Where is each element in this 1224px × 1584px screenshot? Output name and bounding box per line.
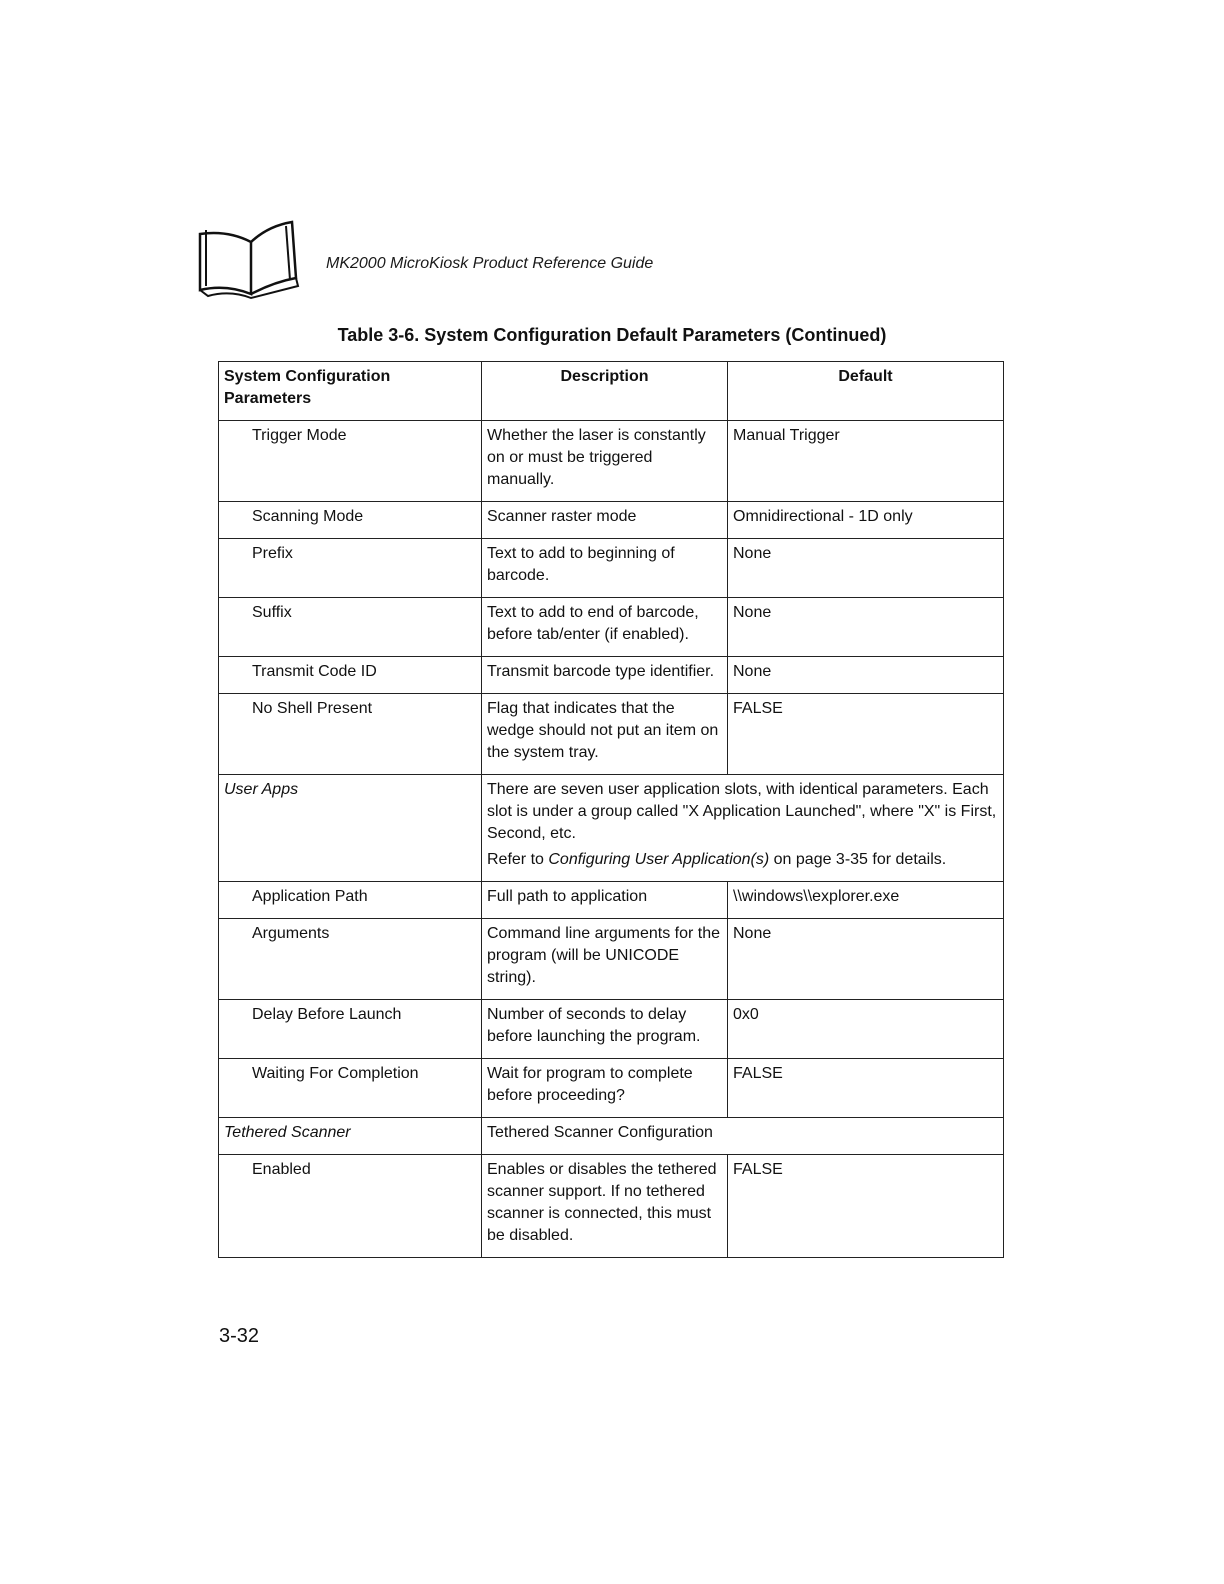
parameters-table <box>218 361 1004 1258</box>
table-row <box>219 1059 1004 1118</box>
cross-reference <box>487 849 998 871</box>
column-header-default: Default <box>728 362 1004 421</box>
parameter-description: Transmit barcode type identifier. <box>482 657 728 694</box>
parameter-name: Trigger Mode <box>219 421 482 502</box>
parameter-description: Number of seconds to delay before launching the program. <box>482 1000 728 1059</box>
parameter-name: Suffix <box>219 598 482 657</box>
group-description-text: There are seven user application slots, with identical parameters. Each slot is under a group called "X Application Launched", where "X" is First, Second, etc. <box>487 781 997 842</box>
parameter-description: Text to add to beginning of barcode. <box>482 539 728 598</box>
parameter-default: None <box>728 919 1004 1000</box>
parameter-default: Manual Trigger <box>728 421 1004 502</box>
parameter-default: \\windows\\explorer.exe <box>728 882 1004 919</box>
parameter-default: Omnidirectional - 1D only <box>728 502 1004 539</box>
running-header-title: MK2000 MicroKiosk Product Reference Guide <box>326 255 654 272</box>
column-header-parameters: System Configuration Parameters <box>219 362 482 421</box>
group-description <box>482 775 1004 882</box>
parameter-name: Delay Before Launch <box>219 1000 482 1059</box>
parameter-default: None <box>728 539 1004 598</box>
table-row <box>219 502 1004 539</box>
table-row <box>219 1155 1004 1258</box>
parameter-description: Command line arguments for the program (will be UNICODE string). <box>482 919 728 1000</box>
group-name: User Apps <box>219 775 482 882</box>
table-row <box>219 882 1004 919</box>
parameter-name: Transmit Code ID <box>219 657 482 694</box>
table-row <box>219 694 1004 775</box>
parameter-default: 0x0 <box>728 1000 1004 1059</box>
parameter-description: Full path to application <box>482 882 728 919</box>
parameter-default: None <box>728 657 1004 694</box>
cross-reference-suffix: on page 3-35 for details. <box>769 851 947 868</box>
parameter-description: Enables or disables the tethered scanner support. If no tethered scanner is connected, this must be disabled. <box>482 1155 728 1258</box>
table-row <box>219 919 1004 1000</box>
parameter-description: Wait for program to complete before proceeding? <box>482 1059 728 1118</box>
parameter-name: No Shell Present <box>219 694 482 775</box>
parameter-default: FALSE <box>728 1059 1004 1118</box>
table-row <box>219 539 1004 598</box>
parameter-name: Scanning Mode <box>219 502 482 539</box>
group-row-tethered-scanner <box>219 1118 1004 1155</box>
table-row <box>219 657 1004 694</box>
parameter-default: FALSE <box>728 1155 1004 1258</box>
cross-reference-prefix: Refer to <box>487 851 549 868</box>
open-book-icon <box>196 220 302 300</box>
table-caption: Table 3-6. System Configuration Default Parameters (Continued) <box>337 325 887 345</box>
group-row-user-apps <box>219 775 1004 882</box>
parameter-description: Whether the laser is constantly on or must be triggered manually. <box>482 421 728 502</box>
parameter-description: Scanner raster mode <box>482 502 728 539</box>
page-number: 3-32 <box>219 1325 260 1347</box>
parameter-description: Text to add to end of barcode, before tab/enter (if enabled). <box>482 598 728 657</box>
parameter-default: None <box>728 598 1004 657</box>
parameter-name: Waiting For Completion <box>219 1059 482 1118</box>
table-row <box>219 1000 1004 1059</box>
group-name: Tethered Scanner <box>219 1118 482 1155</box>
column-header-description: Description <box>482 362 728 421</box>
parameter-name: Arguments <box>219 919 482 1000</box>
parameter-name: Enabled <box>219 1155 482 1258</box>
parameter-description: Flag that indicates that the wedge should not put an item on the system tray. <box>482 694 728 775</box>
parameter-name: Prefix <box>219 539 482 598</box>
table-header-row <box>219 362 1004 421</box>
parameter-default: FALSE <box>728 694 1004 775</box>
table-row <box>219 421 1004 502</box>
group-description: Tethered Scanner Configuration <box>482 1118 1004 1155</box>
table-row <box>219 598 1004 657</box>
parameter-name: Application Path <box>219 882 482 919</box>
cross-reference-link[interactable]: Configuring User Application(s) <box>548 851 770 868</box>
